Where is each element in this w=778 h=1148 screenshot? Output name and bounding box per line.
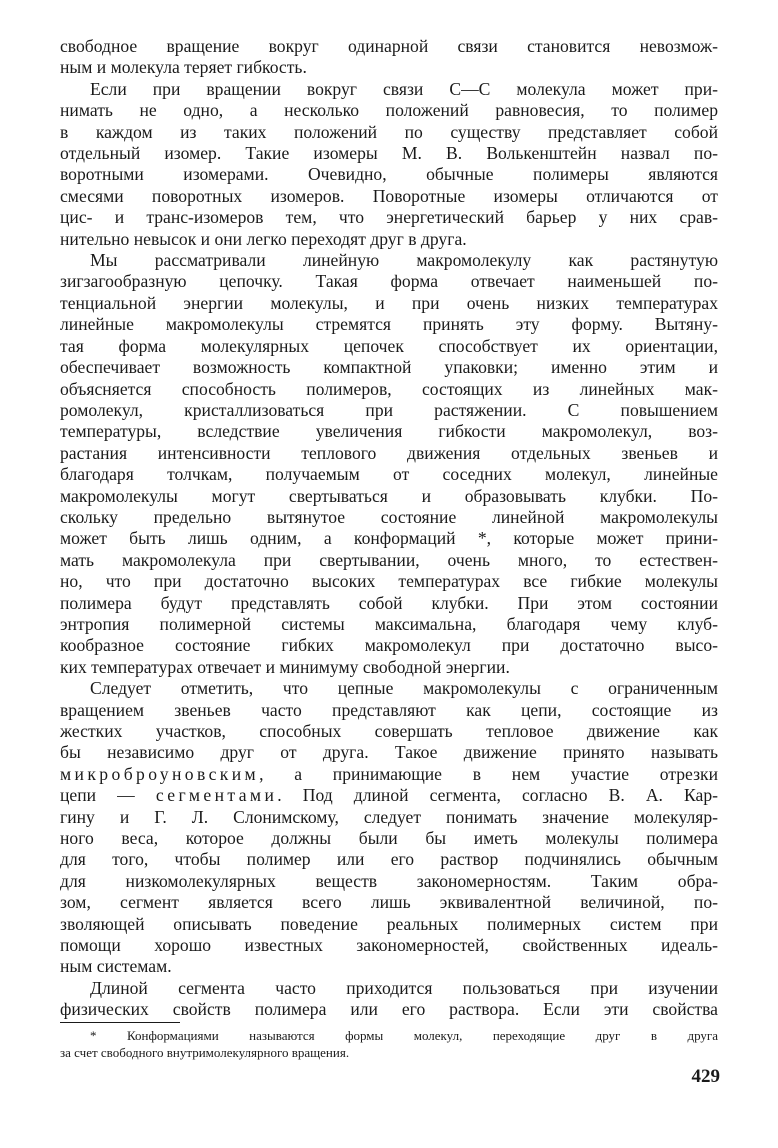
text-line: ного веса, которое должны были бы иметь молекулы полимера [60, 828, 718, 849]
page-number: 429 [691, 1066, 720, 1087]
text-line: для того, чтобы полимер или его раствор подчинялись обычным [60, 849, 718, 870]
text-line: зигзагообразную цепочку. Такая форма отвечает наименьшей по- [60, 271, 718, 292]
spaced-term: микроброуновским [60, 763, 260, 784]
text-line: ным системам. [60, 956, 172, 977]
text-line: гину и Г. Л. Слонимскому, следует понимать значение молекуляр- [60, 806, 718, 827]
paragraph [60, 978, 718, 1021]
text-line: линейные макромолекулы стремятся принять эту форму. Вытяну- [60, 314, 718, 335]
footnote-line: за счет свободного внутримолекулярного вращения. [60, 1045, 350, 1060]
body-text [60, 36, 718, 1021]
text-line: ких температурах отвечает и минимуму свободной энергии. [60, 656, 510, 677]
paragraph [60, 36, 718, 79]
spaced-term: сегментами [155, 785, 278, 806]
text-line: зволяющей описывать поведение реальных полимерных систем при [60, 913, 718, 934]
text-line: смесями поворотных изомеров. Поворотные изомеры отличаются от [60, 185, 718, 206]
text-line: Мы рассматривали линейную макромолекулу как растянутую [90, 250, 718, 271]
text-line: объясняется способность полимеров, состоящих из линейных мак- [60, 378, 718, 399]
text-line: свободное вращение вокруг одинарной связи становится невозмож- [60, 36, 718, 56]
text-line: жестких участков, способных совершать тепловое движение как [60, 721, 718, 741]
text-line: Следует отметить, что цепные макромолекулы с ограниченным [90, 678, 718, 699]
text-line: бы независимо друг от друга. Такое движение принято называть [60, 742, 718, 763]
text-line: отдельный изомер. Такие изомеры М. В. Волькенштейн назвал по- [60, 143, 718, 164]
text-line: физических свойств полимера или его раствора. Если эти свойства [60, 999, 718, 1020]
text-line: тая форма молекулярных цепочек способствует их ориентации, [60, 335, 718, 356]
text-line: ным и молекула теряет гибкость. [60, 57, 307, 78]
text-line: Если при вращении вокруг связи С—С молекула может при- [90, 78, 718, 99]
text-line: микроброуновским, а принимающие в нем участие отрезки [60, 763, 718, 784]
text-line: ромолекул, кристаллизоваться при растяжении. С повышением [60, 399, 718, 420]
text-line: нимать не одно, а несколько положений равновесия, то полимер [60, 100, 718, 121]
text-line: скольку предельно вытянутое состояние линейной макромолекулы [60, 506, 718, 527]
text-line: мать макромолекула при свертывании, очень много, то естествен- [60, 549, 718, 570]
text-line: макромолекулы могут свертываться и образовывать клубки. По- [60, 485, 718, 506]
footnote-rule [60, 1022, 180, 1023]
text-line: в каждом из таких положений по существу представляет собой [60, 121, 718, 142]
text-line: благодаря толчкам, получаемым от соседних молекул, линейные [60, 464, 718, 485]
text-line: помощи хорошо известных закономерностей, свойственных идеаль- [60, 935, 718, 956]
text-line: тенциальной энергии молекулы, и при очень низких температурах [60, 292, 718, 313]
text-line: обеспечивает возможность компактной упаковки; именно этим и [60, 357, 718, 378]
text-line: воротными изомерами. Очевидно, обычные полимеры являются [60, 164, 718, 185]
text-line: цис- и транс-изомеров тем, что энергетический барьер у них срав- [60, 207, 718, 228]
text-line: кообразное состояние гибких макромолекул при достаточно высо- [60, 635, 718, 656]
text-line: температуры, вследствие увеличения гибкости макромолекул, воз- [60, 421, 718, 442]
text-line: нительно невысок и они легко переходят друг в друга. [60, 228, 467, 249]
text-line: растания интенсивности теплового движения отдельных звеньев и [60, 442, 718, 463]
paragraph [60, 79, 718, 250]
text-line: цепи — сегментами. Под длиной сегмента, согласно В. А. Кар- [60, 785, 718, 806]
text-line: для низкомолекулярных веществ закономерностям. Таким обра- [60, 870, 718, 891]
text-line: полимера будут представлять собой клубки. При этом состоянии [60, 592, 718, 613]
text-line: вращением звеньев часто представляют как цепи, состоящие из [60, 699, 718, 720]
text-line: Длиной сегмента часто приходится пользоваться при изучении [90, 977, 718, 998]
text-line: зом, сегмент является всего лишь эквивалентной величиной, по- [60, 892, 718, 913]
text-line: может быть лишь одним, а конформаций *, которые может прини- [60, 528, 718, 549]
text-line: энтропия полимерной системы максимальна, благодаря чему клуб- [60, 613, 718, 634]
footnote [60, 1027, 718, 1061]
footnote-line: * Конформациями называются формы молекул, переходящие друг в друга [90, 1028, 718, 1043]
paragraph [60, 250, 718, 678]
text-line: но, что при достаточно высоких температурах все гибкие молекулы [60, 571, 718, 592]
paragraph [60, 678, 718, 978]
